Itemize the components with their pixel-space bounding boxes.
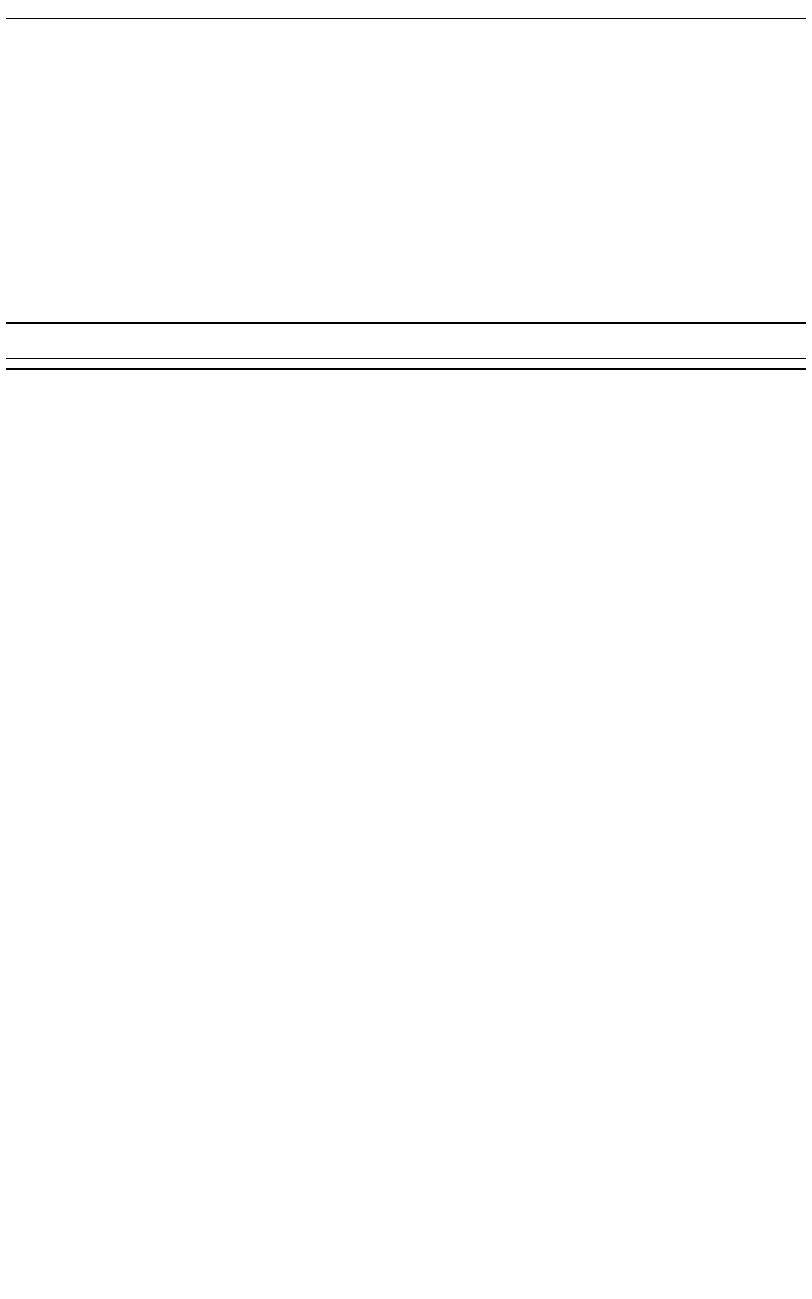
service-guide-section [6,370,806,1294]
deadline-line [6,358,806,368]
masthead [6,4,806,19]
home-service-guide-banner [6,322,806,370]
help-wanted-section [6,20,806,318]
